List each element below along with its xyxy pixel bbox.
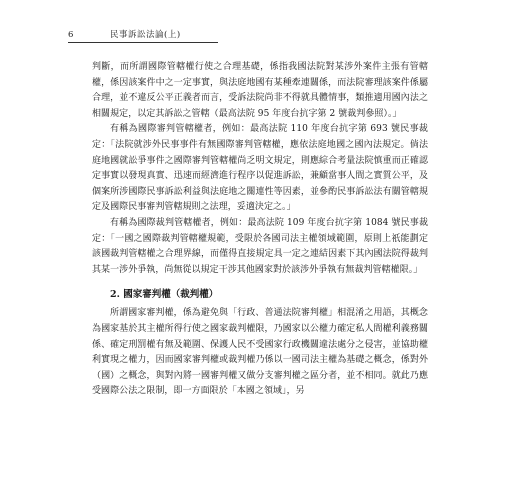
page-body (92, 60, 428, 400)
running-title: 民事訴訟法論(上) (110, 30, 181, 40)
running-header (68, 20, 218, 43)
paragraph-3: 有稱為國際裁判管轄權者，例如：最高法院 109 年度台抗字第 1084 號民事裁定：「一國之國際裁判管轄權規範，受限於各國司法主權領域範圍，原則上祇能劃定該國裁判管轄權之合理界線，而僅得直接規定具一定之連結因素下其內國法院得裁判其某一涉外爭執，尚無從以規定干涉其他國家對於該涉外爭執有無裁判管轄權限。」 (92, 217, 428, 275)
paragraph-4: 所謂國家審判權，係為避免與「行政、普通法院審判權」相混淆之用語，其概念為國家基於其主權所得行使之國家裁判權限，乃國家以公權力確定私人間權利義務關係、確定刑罰權有無及範圍、保護人民不受國家行政機關違法處分之侵害，並協助權利實現之權力，因而國家審判權或裁判權乃係以一國司法主權為基礎之概念，係對外（國）之概念，與對內將一國審判權又做分支審判權之區分者，並不相同。就此乃應受國際公法之限制，即一方面限於「本國之領域」，另 (92, 308, 428, 397)
paragraph-2: 有稱為國際審判管轄權者，例如：最高法院 110 年度台抗字第 693 號民事裁定：「法院就涉外民事事件有無國際審判管轄權，應依法庭地國之國內法規定。倘法庭地國就訟爭事件之國際審判管轄權尚乏明文規定，則應綜合考量法院慎重而正確認定事實以發現真實、迅速而經濟進行程序以促進訴訟，兼顧當事人間之實質公平，及個案所涉國際民事訴訟利益與法庭地之關連性等因素，並參酌民事訴訟法有關管轄規定及國際民事審判管轄規則之法理，妥適決定之。」 (92, 124, 428, 213)
paragraph-1: 判斷，而所謂國際管轄權行使之合理基礎，係指我國法院對某涉外案件主張有管轄權，係因該案件中之一定事實，與法庭地國有某種牽連關係，而法院審理該案件係屬合理，並不違反公平正義者而言，受訴法院尚非不得就具體情事，類推適用國內法之相關規定，以定其訴訟之管轄（最高法院 95 年度台抗字第 2 號裁判參照）。」 (92, 62, 428, 119)
section-heading: 2. 國家審判權（裁判權） (110, 289, 219, 301)
page-number: 6 (68, 30, 74, 40)
